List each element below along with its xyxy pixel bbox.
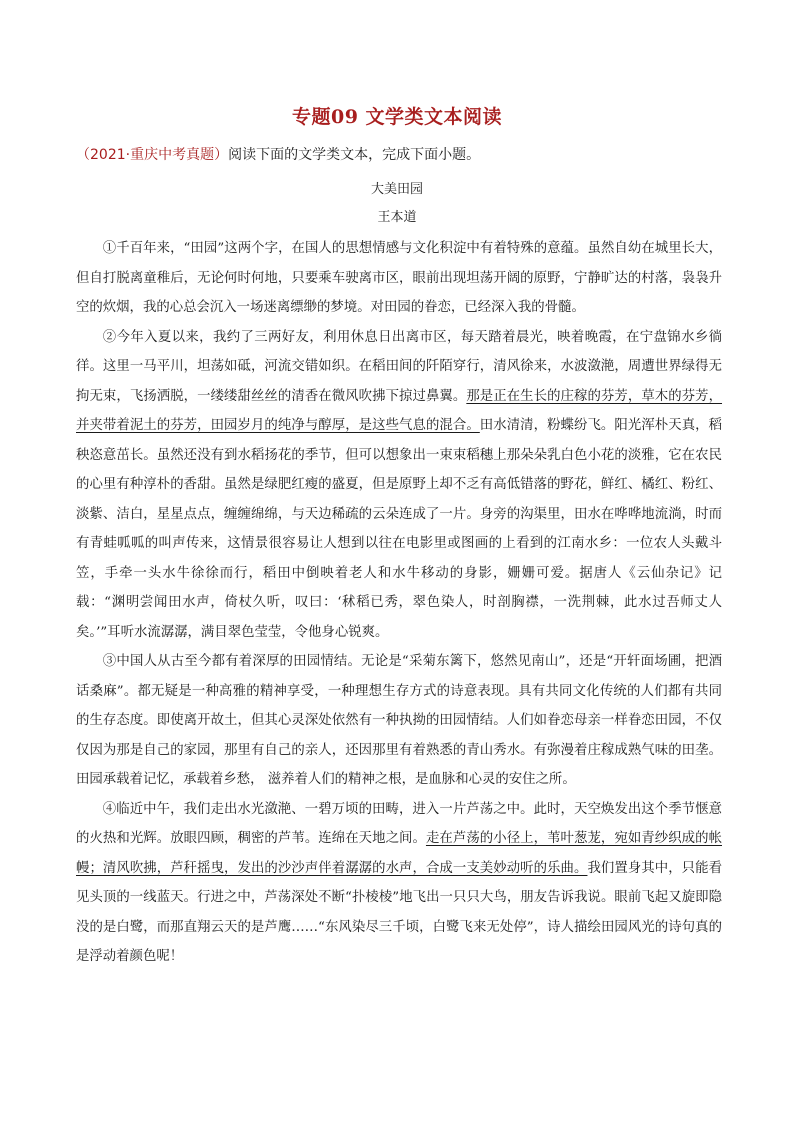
paragraph-3: ③中国人从古至今都有着深厚的田园情结。无论是“采菊东篱下，悠然见南山”，还是“开轩面场圃，把酒话桑麻”。都无疑是一种高雅的精神享受，一种理想生存方式的诗意表现。具有共同文化传统的人们都有共同的生存态度。即使离开故土，但其心灵深处依然有一种执拗的田园情结。人们如眷恋母亲一样眷恋田园，不仅仅因为那是自己的家园，那里有自己的亲人，还因那里有着熟悉的青山秀水。有弥漫着庄稼成熟气味的田垄。田园承载着记忆，承载着乡愁， 滋养着人们的精神之根，是血脉和心灵的安住之所。 bbox=[76, 654, 722, 787]
question-instruction: 阅读下面的文学类文本，完成下面小题。 bbox=[228, 147, 481, 163]
page-title: 专题09 文学类文本阅读 bbox=[291, 106, 503, 128]
question-intro bbox=[76, 144, 726, 164]
paragraph-4 bbox=[76, 795, 722, 972]
paragraph-2-underlined: 那是正在生长的庄稼的芬芳，草木的芬芳，并夹带着泥土的芬芳，田园岁月的纯净与醇厚，是这些气息的混合。 bbox=[76, 388, 723, 433]
article-author: 王本道 bbox=[377, 210, 417, 225]
article-title: 大美田园 bbox=[370, 182, 423, 197]
question-source: （2021·重庆中考真题） bbox=[76, 147, 229, 163]
paragraph-1: ①千百年来，“田园”这两个字，在国人的思想情感与文化积淀中有着特殊的意蕴。虽然自幼在城里长大，但自打脱离童稚后，无论何时何地，只要乘车驶离市区，眼前出现坦荡开阔的原野，宁静旷达的村落，袅袅升空的炊烟，我的心总会沉入一场迷离缥缈的梦境。对田园的眷恋，已经深入我的骨髓。 bbox=[76, 241, 722, 315]
paragraph-4-text-b: 我们置身其中，只能看见头顶的一线蓝天。行进之中，芦荡深处不断“扑棱棱”地飞出一只只大鸟，朋友告诉我说。眼前飞起又旋即隐没的是白鹭，而那直翔云天的是芦鹰……“东风染尽三千顷，白鹭飞来无处停”，诗人描绘田园风光的诗句真的是浮动着颜色呢！ bbox=[76, 860, 722, 964]
paragraph-2-text-b: 田水清清，粉蝶纷飞。阳光浑朴天真，稻秧恣意茁长。虽然还没有到水稻扬花的季节，但可以想象出一束束稻穗上那朵朵乳白色小花的淡雅，它在农民的心里有种淳朴的香甜。虽然是绿肥红瘦的盛夏，但是原野上却不乏有高低错落的野花，鲜红、橘红、粉红、淡紫、洁白，星星点点，缠缠绵绵，与天边稀疏的云朵连成了一片。身旁的沟渠里，田水在哗哗地流淌，时而有青蛙呱呱的叫声传来，这情景很容易让人想到以往在电影里或图画的上看到的江南水乡：一位农人头戴斗笠，手牵一头水牛徐徐而行，稻田中倒映着老人和水牛移动的身影，姗姗可爱。据唐人《云仙杂记》记载：“渊明尝闻田水声，倚杖久听，叹曰：‘秫稻已秀，翠色染人，时剖胸襟，一洗荆棘，此水过吾师丈人矣。’”耳听水流潺潺，满目翠色莹莹，令他身心锐爽。 bbox=[76, 418, 723, 640]
article-body bbox=[76, 234, 722, 972]
paragraph-2-text-a: ②今年入夏以来，我约了三两好友，利用休息日出离市区，每天踏着晨光，映着晚霞，在宁盘锦水乡徜徉。这里一马平川，坦荡如砥，河流交错如织。在稻田间的阡陌穿行，清风徐来，水波潋滟，周遭世界绿得无拘无束，飞扬洒脱，一缕缕甜丝丝的清香在微风吹拂下掠过鼻翼。 bbox=[76, 329, 722, 404]
paragraph-4-text-a: ④临近中午，我们走出水光潋滟、一碧万顷的田畴，进入一片芦荡之中。此时，天空焕发出这个季节惬意的火热和光辉。放眼四顾，稠密的芦苇。连绵在天地之间。 bbox=[76, 801, 722, 846]
paragraph-4-underlined: 走在芦荡的小径上，苇叶葱茏，宛如青纱织成的帐幔；清风吹拂，芦秆摇曳，发出的沙沙声伴着潺潺的水声，合成一支美妙动听的乐曲。 bbox=[76, 831, 722, 876]
paragraph-2 bbox=[76, 323, 722, 648]
